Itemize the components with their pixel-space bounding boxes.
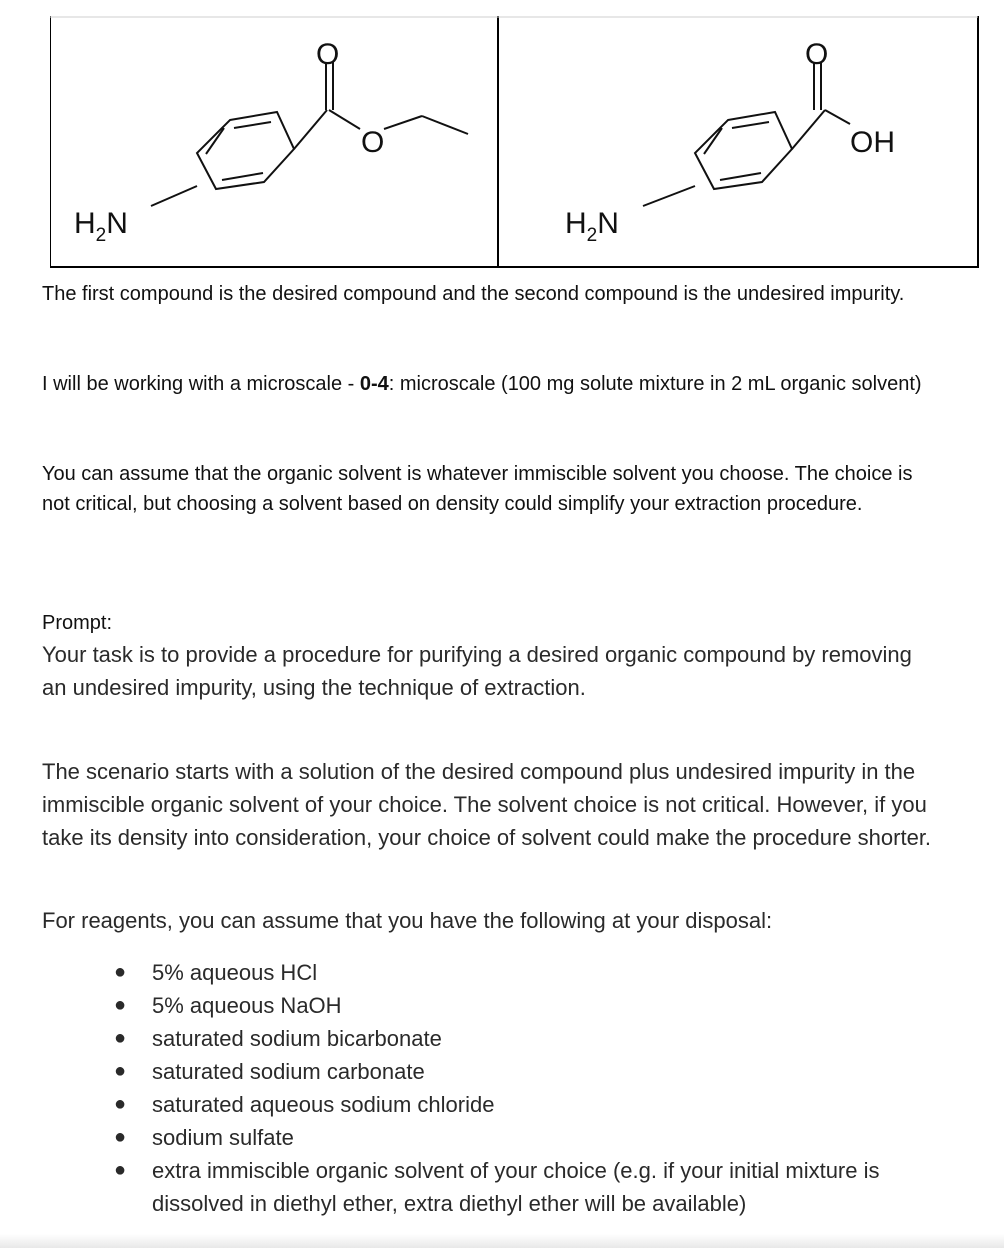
list-item — [42, 1088, 962, 1121]
bullet-icon: ● — [114, 1027, 127, 1049]
scale-paragraph — [42, 369, 942, 399]
scale-after: : microscale (100 mg solute mixture in 2 mL organic solvent) — [388, 373, 922, 395]
scale-bold: 0-4 — [359, 373, 389, 395]
reagent-label: 5% aqueous NaOH — [152, 993, 342, 1018]
bullet-icon: ● — [114, 994, 127, 1016]
reagent-label: saturated aqueous sodium chloride — [152, 1092, 495, 1117]
reagent-label: sodium sulfate — [152, 1125, 294, 1150]
compound1-ester-o: O — [361, 126, 385, 159]
list-item — [42, 989, 962, 1022]
compound1-amine: $H_2N$ — [74, 207, 128, 246]
prompt-label: Prompt: — [42, 612, 113, 634]
list-item — [42, 956, 962, 989]
list-item — [42, 1055, 962, 1088]
reagents-list — [42, 956, 962, 1220]
compound2-hydroxyl: OH — [850, 126, 895, 159]
list-item — [42, 1154, 962, 1220]
intro-paragraph: The first compound is the desired compound and the second compound is the undesired impurity. — [42, 283, 905, 305]
bullet-icon: ● — [114, 961, 127, 983]
bullet-icon: ● — [114, 1093, 127, 1115]
reagents-intro: For reagents, you can assume that you have the following at your disposal: — [42, 908, 773, 933]
list-item — [42, 1121, 962, 1154]
structures-figure — [50, 16, 980, 270]
compound1-carbonyl-o: O — [316, 38, 340, 71]
compound2-carbonyl-o: O — [805, 38, 829, 71]
reagent-label: extra immiscible organic solvent of your choice (e.g. if your initial mixture is dissolved in diethyl ether, extra diethyl ether will be available) — [152, 1158, 880, 1216]
compound2-structure — [643, 62, 850, 206]
figure-frame — [50, 16, 979, 268]
page-bottom-shadow — [0, 1234, 1004, 1248]
scale-before: I will be working with a microscale - — [42, 373, 360, 395]
prompt-text: Your task is to provide a procedure for purifying a desired organic compound by removing an undesired impurity, using the technique of extraction. — [42, 642, 912, 700]
scenario-paragraph: The scenario starts with a solution of the desired compound plus undesired impurity in the immiscible organic solvent of your choice. The solvent choice is not critical. However, if you take its density into consideration, your choice of solvent could make the procedure shorter. — [42, 759, 932, 850]
reagent-label: saturated sodium carbonate — [152, 1059, 425, 1084]
assumption-paragraph: You can assume that the organic solvent is whatever immiscible solvent you choose. The choice is not critical, but choosing a solvent based on density could simplify your extraction procedure. — [42, 463, 913, 515]
reagent-label: 5% aqueous HCl — [152, 960, 318, 985]
bullet-icon: ● — [114, 1159, 127, 1181]
bullet-icon: ● — [114, 1060, 127, 1082]
compound1-structure — [151, 62, 468, 206]
list-item — [42, 1022, 962, 1055]
compound2-amine: $H_2N$ — [565, 207, 619, 246]
bullet-icon: ● — [114, 1126, 127, 1148]
reagent-label: saturated sodium bicarbonate — [152, 1026, 442, 1051]
